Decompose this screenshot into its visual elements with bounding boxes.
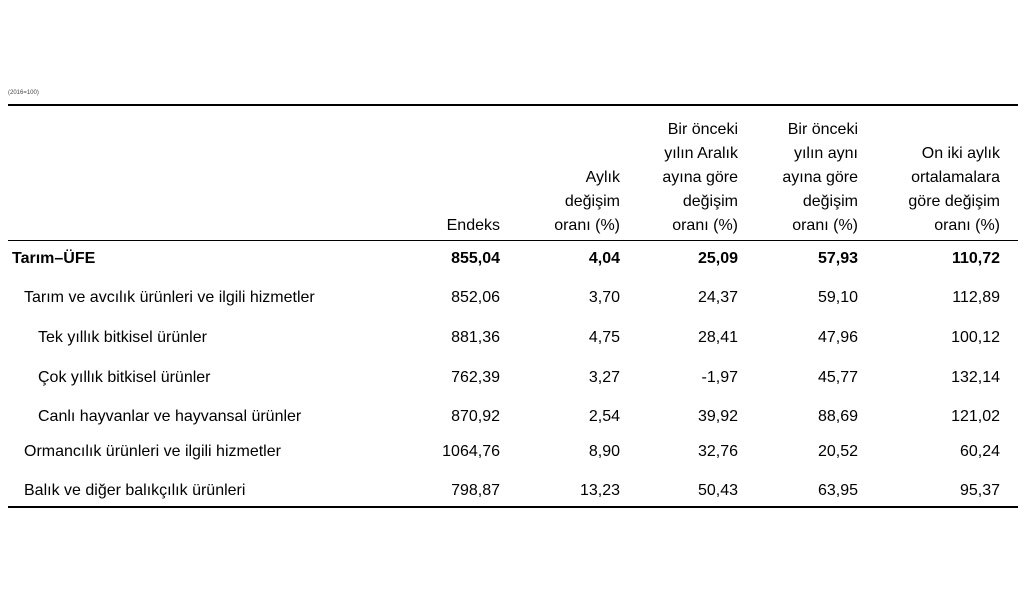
cell-oniki: 132,14 (951, 369, 1000, 386)
cell-ayni: 57,93 (817, 250, 858, 267)
cell-oniki: 60,24 (959, 443, 1000, 460)
cell-oniki: 112,89 (952, 289, 1000, 306)
cell-oniki: 100,12 (951, 329, 1000, 346)
cell-endeks: 881,36 (451, 329, 500, 346)
table-row (8, 244, 1018, 274)
tarim-ufe-table (8, 104, 1018, 510)
cell-endeks: 798,87 (451, 482, 500, 499)
cell-endeks: 852,06 (451, 289, 500, 306)
row-label: Canlı hayvanlar ve hayvansal ürünler (38, 408, 302, 425)
cell-endeks: 855,04 (451, 250, 500, 267)
table-row (8, 437, 1018, 467)
cell-endeks: 1064,76 (442, 443, 500, 460)
cell-oniki: 121,02 (951, 408, 1000, 425)
cell-aylik: 4,04 (588, 250, 620, 267)
cell-ayni: 59,10 (817, 289, 858, 306)
header-aralik-degisim: Bir önceki yılın Aralık ayına göre değişim oranı (%) (662, 121, 738, 234)
cell-endeks: 762,39 (451, 369, 500, 386)
cell-aylik: 3,70 (588, 289, 620, 306)
cell-aylik: 8,90 (588, 443, 620, 460)
header-ayni-ay-degisim: Bir önceki yılın aynı ayına göre değişim oranı (%) (782, 121, 858, 234)
header-aylik-degisim: Aylık değişim oranı (%) (554, 169, 620, 234)
table-top-rule (8, 104, 1018, 106)
cell-aralik: 50,43 (697, 482, 738, 499)
header-on-iki-aylik-degisim: On iki aylık ortalamalara göre değişim oranı (%) (908, 145, 1000, 234)
cell-ayni: 47,96 (817, 329, 858, 346)
cell-ayni: 45,77 (817, 369, 858, 386)
cell-aralik: 28,41 (697, 329, 738, 346)
cell-aralik: 32,76 (697, 443, 738, 460)
cell-aralik: 25,09 (697, 250, 738, 267)
cell-aylik: 3,27 (588, 369, 620, 386)
header-divider-rule (8, 240, 1018, 241)
cell-endeks: 870,92 (451, 408, 500, 425)
cell-aralik: 39,92 (697, 408, 738, 425)
base-year-note: (2016=100) (8, 90, 39, 96)
cell-ayni: 88,69 (817, 408, 858, 425)
header-endeks: Endeks (446, 217, 500, 234)
cell-oniki: 95,37 (959, 482, 1000, 499)
table-row (8, 283, 1018, 313)
cell-aylik: 4,75 (588, 329, 620, 346)
table-row (8, 323, 1018, 353)
table-bottom-rule (8, 506, 1018, 508)
row-label: Tek yıllık bitkisel ürünler (38, 329, 207, 346)
table-row (8, 402, 1018, 432)
cell-aylik: 2,54 (588, 408, 620, 425)
cell-ayni: 20,52 (817, 443, 858, 460)
row-label: Tarım–ÜFE (12, 250, 96, 267)
row-label: Balık ve diğer balıkçılık ürünleri (24, 482, 246, 499)
cell-aralik: 24,37 (697, 289, 738, 306)
row-label: Çok yıllık bitkisel ürünler (38, 369, 211, 386)
cell-ayni: 63,95 (817, 482, 858, 499)
cell-oniki: 110,72 (951, 250, 1000, 267)
cell-aylik: 13,23 (579, 482, 620, 499)
row-label: Ormancılık ürünleri ve ilgili hizmetler (24, 443, 281, 460)
row-label: Tarım ve avcılık ürünleri ve ilgili hizmetler (24, 289, 315, 306)
table-row (8, 363, 1018, 393)
cell-aralik: -1,97 (701, 369, 738, 386)
table-row (8, 476, 1018, 506)
